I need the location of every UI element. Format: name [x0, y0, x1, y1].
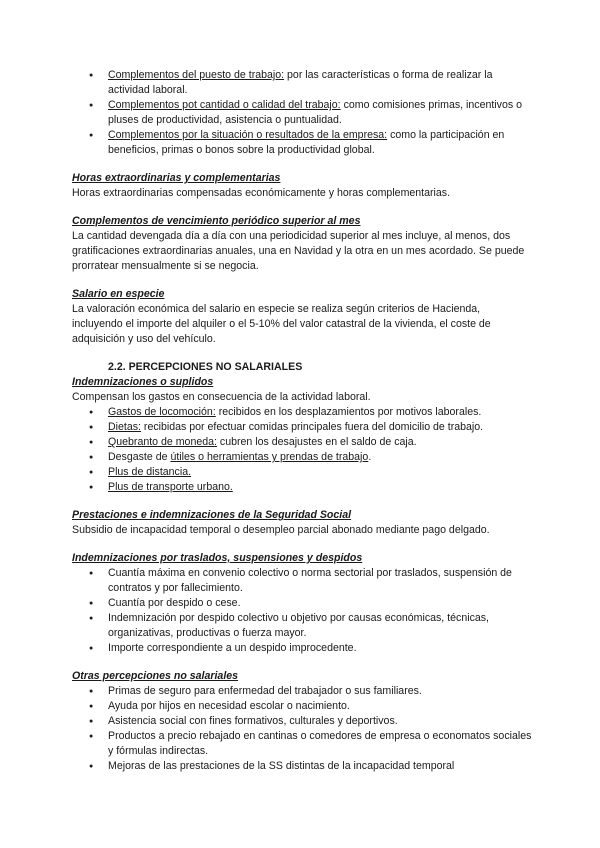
complementos-list — [72, 68, 532, 158]
section-text: Compensan los gastos en consecuencia de la actividad laboral. — [72, 391, 371, 403]
otras-section — [72, 669, 532, 774]
percepciones-heading: 2.2. PERCEPCIONES NO SALARIALES — [108, 361, 303, 373]
list-item: ● Complementos del puesto de trabajo: por las características o forma de realizar la actividad laboral. — [72, 68, 532, 98]
section-title: Otras percepciones no salariales — [72, 670, 239, 682]
especie-section — [72, 287, 532, 347]
list-item: ● Ayuda por hijos en necesidad escolar o nacimiento. — [72, 699, 532, 714]
section-text: Horas extraordinarias compensadas económicamente y horas complementarias. — [72, 187, 451, 199]
indemnizaciones-section — [72, 375, 532, 495]
list-item: ● Primas de seguro para enfermedad del trabajador o sus familiares. — [72, 684, 532, 699]
document-page — [72, 68, 532, 774]
section-title: Complementos de vencimiento periódico superior al mes — [72, 215, 361, 227]
list-item: ● Plus de distancia. — [72, 465, 532, 480]
section-title: Horas extraordinarias y complementarias — [72, 172, 281, 184]
list-item: ● Plus de transporte urbano. — [72, 480, 532, 495]
traslados-list — [72, 566, 532, 656]
list-item: ● Gastos de locomoción: recibidos en los desplazamientos por motivos laborales. — [72, 405, 532, 420]
section-title: Indemnizaciones por traslados, suspensiones y despidos — [72, 552, 363, 564]
traslados-section — [72, 551, 532, 656]
vencimiento-section — [72, 214, 532, 274]
list-item: ● Dietas: recibidas por efectuar comidas principales fuera del domicilio de trabajo. — [72, 420, 532, 435]
list-item: ● Importe correspondiente a un despido improcedente. — [72, 641, 532, 656]
list-item: ● Mejoras de las prestaciones de la SS distintas de la incapacidad temporal — [72, 759, 532, 774]
list-item: ● Indemnización por despido colectivo u objetivo por causas económicas, técnicas, organizativas, productivas o fuerza mayor. — [72, 611, 532, 641]
list-item: ● Complementos pot cantidad o calidad del trabajo: como comisiones primas, incentivos o pluses de productividad, asistencia o puntualidad. — [72, 98, 532, 128]
section-text: La valoración económica del salario en especie se realiza según criterios de Hacienda, incluyendo el importe del alquiler o el 5-10% del valor catastral de la vivienda, el coste de adquisición y uso del vehículo. — [72, 303, 491, 345]
section-title: Prestaciones e indemnizaciones de la Seguridad Social — [72, 509, 352, 521]
section-text: La cantidad devengada día a día con una periodicidad superior al mes incluye, al menos, dos gratificaciones extraordinarias anuales, una en Navidad y la otra en un mes acordado. Se puede prorratear mensualmente si se negocia. — [72, 230, 525, 272]
section-title: Salario en especie — [72, 288, 165, 300]
section-text: Subsidio de incapacidad temporal o desempleo parcial abonado mediante pago delgado. — [72, 524, 490, 536]
section-title: Indemnizaciones o suplidos — [72, 376, 214, 388]
indemnizaciones-list — [72, 405, 532, 495]
list-item: ● Productos a precio rebajado en cantinas o comedores de empresa o economatos sociales y fórmulas indirectas. — [72, 729, 532, 759]
prestaciones-section — [72, 508, 532, 538]
list-item: ● Asistencia social con fines formativos, culturales y deportivos. — [72, 714, 532, 729]
list-item: ● Cuantía por despido o cese. — [72, 596, 532, 611]
otras-list — [72, 684, 532, 774]
horas-section — [72, 171, 532, 201]
list-item: ● Desgaste de útiles o herramientas y prendas de trabajo. — [72, 450, 532, 465]
list-item: ● Quebranto de moneda: cubren los desajustes en el saldo de caja. — [72, 435, 532, 450]
list-item: ● Cuantía máxima en convenio colectivo o norma sectorial por traslados, suspensión de contratos y por fallecimiento. — [72, 566, 532, 596]
list-item: ● Complementos por la situación o resultados de la empresa: como la participación en beneficios, primas o bonos sobre la productividad global. — [72, 128, 532, 158]
